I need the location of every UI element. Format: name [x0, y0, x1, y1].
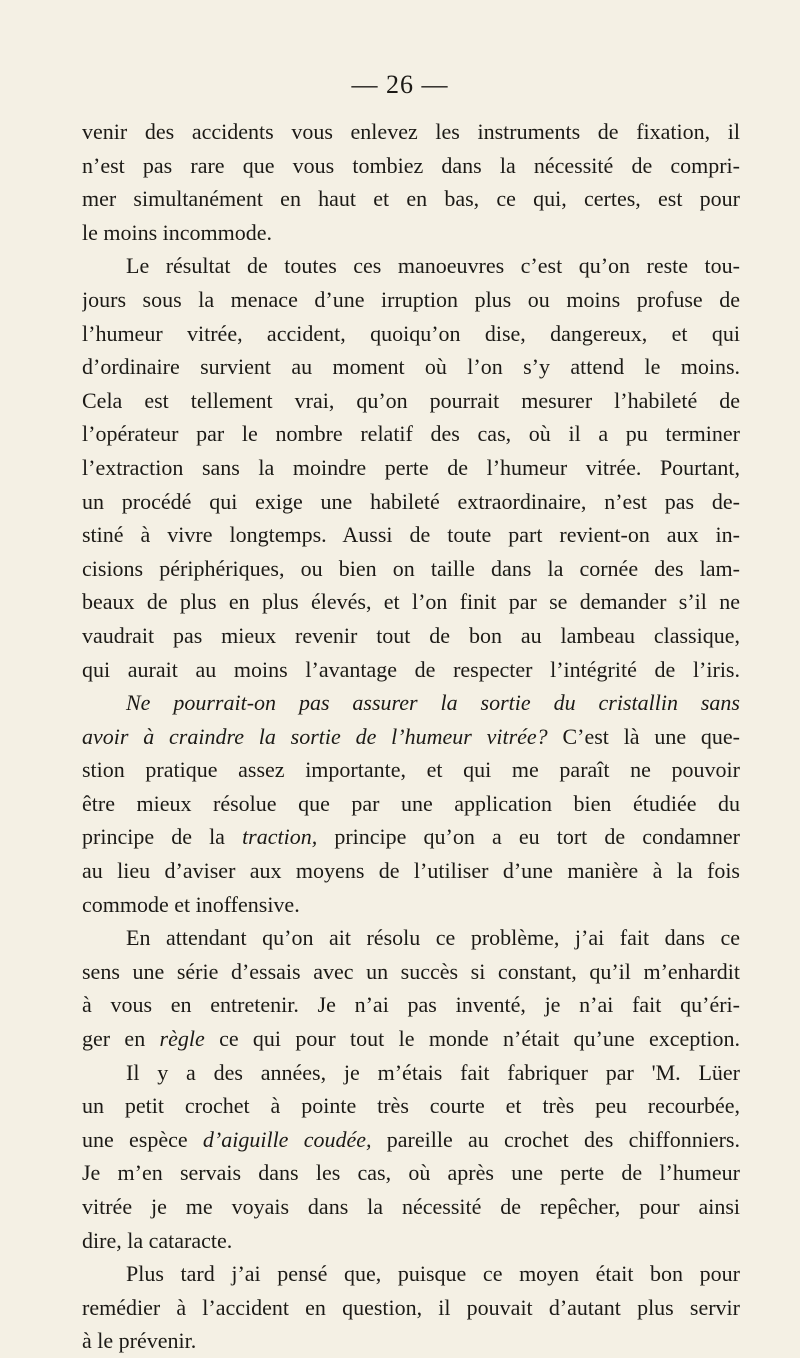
text-segment: Il y a des années, je m’étais fait fabriquer par 'M. Lüer: [126, 1059, 740, 1085]
text-line: [82, 820, 740, 854]
text-segment: pareille au crochet des chiffonniers.: [371, 1126, 740, 1152]
text-line: [82, 1190, 740, 1224]
text-segment: beaux de plus en plus élevés, et l’on finit par se demander s’il ne: [82, 589, 740, 615]
text-line: [82, 216, 740, 250]
text-line: [82, 317, 740, 351]
text-segment: ce qui pour tout le monde n’était qu’une exception.: [204, 1026, 740, 1052]
text-segment: En attendant qu’on ait résolu ce problème, j’ai fait dans ce: [126, 925, 740, 951]
italic-text: d’aiguille coudée,: [202, 1126, 372, 1152]
text-segment: venir des accidents vous enlevez les instruments de fixation, il: [82, 119, 740, 144]
text-line: [82, 585, 740, 619]
text-line: [82, 653, 740, 687]
text-segment: l’opérateur par le nombre relatif des cas, où il a pu terminer: [82, 421, 740, 447]
page-number: — 26 —: [351, 70, 449, 99]
text-segment: une espèce: [82, 1126, 203, 1152]
text-segment: stion pratique assez importante, et qui me paraît ne pouvoir: [82, 757, 740, 783]
text-line: [82, 149, 740, 183]
text-line: [82, 1224, 740, 1258]
text-line: [82, 988, 740, 1022]
text-segment: jours sous la menace d’une irruption plus ou moins profuse de: [82, 286, 740, 312]
text-line: [82, 1123, 740, 1157]
text-line: [82, 1056, 740, 1090]
text-segment: un petit crochet à pointe très courte et très peu recourbée,: [82, 1093, 740, 1119]
text-segment: qui aurait au moins l’avantage de respecter l’intégrité de l’iris.: [82, 656, 740, 682]
text-segment: dire, la cataracte.: [82, 1227, 233, 1253]
text-line: [82, 888, 740, 922]
text-line: [82, 182, 740, 216]
text-line: [82, 350, 740, 384]
text-segment: à le prévenir.: [82, 1328, 197, 1354]
text-segment: au lieu d’aviser aux moyens de l’utiliser d’une manière à la fois: [82, 858, 740, 884]
text-line: [82, 417, 740, 451]
text-line: [82, 451, 740, 485]
text-line: [82, 854, 740, 888]
text-segment: à vous en entretenir. Je n’ai pas inventé, je n’ai fait qu’éri-: [82, 992, 740, 1018]
text-segment: cisions périphériques, ou bien on taille dans la cornée des lam-: [82, 555, 740, 581]
text-segment: l’extraction sans la moindre perte de l’humeur vitrée. Pourtant,: [82, 454, 740, 480]
text-segment: n’est pas rare que vous tombiez dans la nécessité de compri-: [82, 152, 740, 178]
text-line: [82, 1291, 740, 1325]
text-line: [82, 1022, 740, 1056]
text-segment: Plus tard j’ai pensé que, puisque ce moyen était bon pour: [126, 1261, 740, 1287]
text-line: [82, 1089, 740, 1123]
text-segment: C’est là une que-: [547, 723, 740, 749]
text-segment: Le résultat de toutes ces manoeuvres c’est qu’on reste tou-: [126, 253, 740, 279]
text-line: [82, 485, 740, 519]
text-line: [82, 720, 740, 754]
text-line: [82, 921, 740, 955]
text-line: [82, 552, 740, 586]
text-line: [82, 619, 740, 653]
italic-text: Ne pourrait-on pas assurer la sortie du cristallin sans: [126, 690, 740, 716]
text-segment: vaudrait pas mieux revenir tout de bon au lambeau classique,: [82, 622, 740, 648]
text-segment: être mieux résolue que par une application bien étudiée du: [82, 790, 740, 816]
text-segment: stiné à vivre longtemps. Aussi de toute part revient-on aux in-: [82, 522, 740, 548]
text-line: [82, 249, 740, 283]
text-segment: d’ordinaire survient au moment où l’on s’y attend le moins.: [82, 354, 740, 380]
text-segment: remédier à l’accident en question, il pouvait d’autant plus servir: [82, 1294, 740, 1320]
text-line: [82, 518, 740, 552]
italic-text: règle: [159, 1026, 205, 1052]
text-line: [82, 753, 740, 787]
text-segment: vitrée je me voyais dans la nécessité de repêcher, pour ainsi: [82, 1194, 740, 1219]
text-line: [82, 115, 740, 149]
text-segment: Je m’en servais dans les cas, où après une perte de l’humeur: [82, 1160, 740, 1186]
body-text: [82, 115, 740, 1358]
text-line: [82, 955, 740, 989]
text-line: [82, 787, 740, 821]
text-line: [82, 384, 740, 418]
text-segment: le moins incommode.: [82, 219, 273, 245]
text-line: [82, 1324, 740, 1358]
text-segment: Cela est tellement vrai, qu’on pourrait mesurer l’habileté de: [82, 387, 740, 413]
text-line: [82, 1257, 740, 1291]
text-line: [82, 1156, 740, 1190]
text-line: [82, 686, 740, 720]
text-line: [82, 283, 740, 317]
text-segment: principe de la: [82, 824, 243, 850]
text-segment: sens une série d’essais avec un succès si constant, qu’il m’enhardit: [82, 958, 740, 984]
text-segment: commode et inoffensive.: [82, 891, 300, 917]
italic-text: avoir à craindre la sortie de l’humeur vitrée?: [82, 723, 548, 749]
text-segment: ger en: [82, 1026, 160, 1052]
text-segment: un procédé qui exige une habileté extraordinaire, n’est pas de-: [82, 488, 740, 514]
italic-text: traction,: [242, 824, 318, 850]
text-segment: principe qu’on a eu tort de condamner: [317, 824, 740, 850]
text-segment: l’humeur vitrée, accident, quoiqu’on dise, dangereux, et qui: [82, 320, 740, 346]
text-segment: mer simultanément en haut et en bas, ce qui, certes, est pour: [82, 186, 740, 212]
